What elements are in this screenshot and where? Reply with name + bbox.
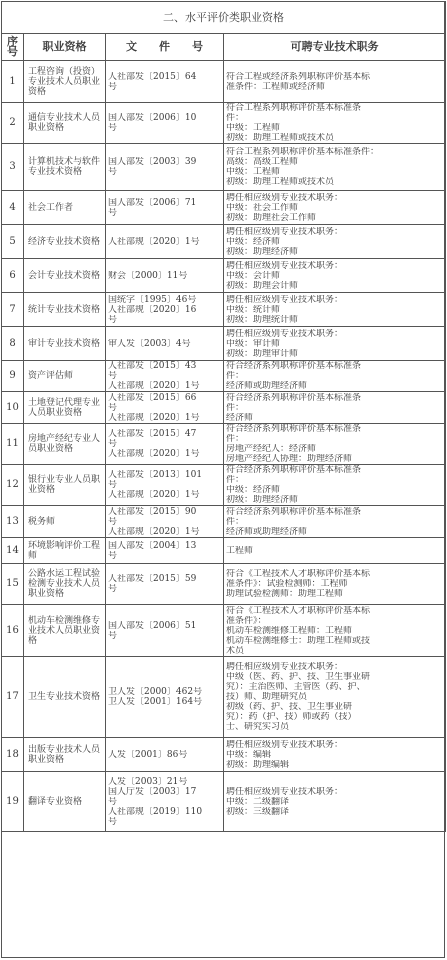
table-row xyxy=(2,538,446,564)
position-line: 中级：审计师 xyxy=(226,338,281,349)
position-line: 工程师 xyxy=(226,545,254,556)
position-line: 符合工程系列职称评价基本标准条件： xyxy=(226,147,380,157)
position-line: 机动车检测维修士：助理工程师或技 xyxy=(226,635,371,646)
position-line: 中级：工程师 xyxy=(226,167,281,177)
header-document: 文 件 号 xyxy=(106,34,224,61)
position-line: 聘任相应级别专业技术职务： xyxy=(226,739,344,750)
position-line: 经济师 xyxy=(226,412,254,423)
row-index: 6 xyxy=(2,259,24,293)
document-number-cell xyxy=(106,225,224,259)
document-number-line: 号 xyxy=(108,480,118,490)
positions-cell xyxy=(224,738,446,772)
table-row xyxy=(2,191,446,225)
qualification-name xyxy=(24,327,106,361)
position-line: 房地产经纪人：经济师 xyxy=(226,444,317,454)
table-row xyxy=(2,738,446,772)
section-title-row xyxy=(2,2,446,34)
header-qualification: 职业资格 xyxy=(24,34,106,61)
row-index: 16 xyxy=(2,605,24,657)
positions-cell xyxy=(224,103,446,144)
document-number-line: 号 xyxy=(108,584,118,594)
document-number-cell xyxy=(106,361,224,392)
position-line: 符合经济系列职称评价基本标准条 xyxy=(226,361,362,371)
position-line: 件： xyxy=(226,516,245,527)
position-line: 符合经济系列职称评价基本标准条 xyxy=(226,424,362,434)
qualification-name xyxy=(24,392,106,424)
document-number-line: 号 xyxy=(108,439,118,449)
document-number-line: 号 xyxy=(108,816,118,827)
document-number-line: 号 xyxy=(108,371,118,381)
qualification-name xyxy=(24,361,106,392)
position-line: 助理试验检测师：助理工程师 xyxy=(226,589,344,599)
positions-cell xyxy=(224,564,446,605)
position-line: 技）师、助理研究员 xyxy=(226,692,308,702)
document-number-line: 国人部发〔2006〕51 xyxy=(108,620,197,631)
document-number-line: 号 xyxy=(108,314,118,325)
qualification-name-text: 卫生专业技术资格 xyxy=(28,692,101,702)
document-number-line: 人社部发〔2015〕64 xyxy=(108,71,197,82)
document-number-line: 人社部发〔2015〕90 xyxy=(108,506,197,517)
table-row xyxy=(2,605,446,657)
position-line: 中级：统计师 xyxy=(226,304,281,315)
qualification-name xyxy=(24,465,106,506)
position-line: 初级：助理工程师或技术员 xyxy=(226,133,335,143)
row-index: 10 xyxy=(2,392,24,424)
qualification-name xyxy=(24,657,106,738)
document-number-cell xyxy=(106,61,224,103)
positions-cell xyxy=(224,424,446,465)
position-line: 准条件：工程师或经济师 xyxy=(226,81,326,92)
document-number-line: 人社部发〔2015〕43 xyxy=(108,361,197,371)
qualification-name-text: 统计专业技术资格 xyxy=(28,304,101,315)
table-row xyxy=(2,424,446,465)
header-row xyxy=(2,34,446,61)
table-row xyxy=(2,225,446,259)
position-line: 准条件》：试验检测师：工程师 xyxy=(226,579,348,589)
document-number-line: 人社部发〔2015〕66 xyxy=(108,392,197,403)
row-index: 19 xyxy=(2,772,24,832)
positions-cell xyxy=(224,327,446,361)
document-number-cell xyxy=(106,657,224,738)
qualification-name xyxy=(24,259,106,293)
table-row xyxy=(2,564,446,605)
qualification-name-text: 工程咨询（投资）专业技术人员职业资格 xyxy=(28,66,101,97)
table-row xyxy=(2,361,446,392)
position-line: 聘任相应级别专业技术职务： xyxy=(226,192,344,203)
document-number-line: 号 xyxy=(108,550,118,561)
qualification-name-text: 机动车检测维修专业技术人员职业资格 xyxy=(28,615,101,646)
row-index: 15 xyxy=(2,564,24,605)
qualification-name-text: 银行业专业人员职业资格 xyxy=(28,475,101,495)
position-line: 中级：会计师 xyxy=(226,270,281,281)
row-index: 1 xyxy=(2,61,24,103)
table-row xyxy=(2,144,446,191)
row-index: 8 xyxy=(2,327,24,361)
document-number-line: 人社部规〔2020〕16 xyxy=(108,304,197,315)
document-number-cell xyxy=(106,424,224,465)
position-line: 房地产经纪人协理：助理经济师 xyxy=(226,454,353,464)
document-number-cell xyxy=(106,191,224,225)
row-index: 3 xyxy=(2,144,24,191)
position-line: 士、研究实习员 xyxy=(226,722,290,732)
positions-cell xyxy=(224,605,446,657)
row-index: 11 xyxy=(2,424,24,465)
position-line: 初级：助理会计师 xyxy=(226,280,299,291)
row-index: 13 xyxy=(2,506,24,538)
qualification-name-text: 经济专业技术资格 xyxy=(28,236,101,247)
position-line: 中级：二级翻译 xyxy=(226,796,290,807)
qualification-name-text: 会计专业技术资格 xyxy=(28,270,101,281)
position-line: 经济师或助理经济师 xyxy=(226,381,308,391)
qualification-name xyxy=(24,144,106,191)
table-row xyxy=(2,465,446,506)
position-line: 件： xyxy=(226,113,245,123)
document-number-cell xyxy=(106,392,224,424)
row-index: 17 xyxy=(2,657,24,738)
position-line: 术员 xyxy=(226,645,245,656)
position-line: 经济师或助理经济师 xyxy=(226,526,308,537)
position-line: 中级：工程师 xyxy=(226,123,281,133)
position-line: 究）：主治医师、主管医（药、护、 xyxy=(226,682,366,692)
document-number-line: 人社部规〔2020〕1号 xyxy=(108,449,200,459)
position-line: 件： xyxy=(226,371,245,381)
row-index: 5 xyxy=(2,225,24,259)
position-line: 初级：助理工程师或技术员 xyxy=(226,177,335,187)
document-number-line: 国人部发〔2003〕39 xyxy=(108,157,197,167)
document-number-line: 国人厅发〔2003〕17 xyxy=(108,786,197,797)
qualification-name-text: 翻译专业资格 xyxy=(28,796,83,807)
qualification-name-text: 土地登记代理专业人员职业资格 xyxy=(28,397,101,418)
document-number-line: 卫人发〔2000〕462号 xyxy=(108,687,203,697)
document-number-line: 财会〔2000〕11号 xyxy=(108,270,188,281)
qualification-name xyxy=(24,738,106,772)
table-row xyxy=(2,103,446,144)
document-number-cell xyxy=(106,738,224,772)
position-line: 准条件》： xyxy=(226,615,267,626)
positions-cell xyxy=(224,259,446,293)
header-positions: 可聘专业技术职务 xyxy=(224,34,446,61)
position-line: 聘任相应级别专业技术职务： xyxy=(226,328,344,339)
document-number-line: 卫人发〔2001〕164号 xyxy=(108,697,203,707)
document-number-cell xyxy=(106,327,224,361)
position-line: 符合《工程技术人才职称评价基本标 xyxy=(226,569,371,579)
position-line: 中级：编辑 xyxy=(226,749,272,760)
document-number-cell xyxy=(106,144,224,191)
document-number-line: 号 xyxy=(108,123,118,133)
document-number-line: 国统字〔1995〕46号 xyxy=(108,294,197,305)
document-number-line: 人社部规〔2020〕1号 xyxy=(108,490,200,500)
document-number-line: 号 xyxy=(108,402,118,413)
qualification-name-text: 税务师 xyxy=(28,516,56,527)
document-number-line: 人发〔2001〕86号 xyxy=(108,749,188,760)
qualification-name-text: 计算机技术与软件专业技术资格 xyxy=(28,157,101,177)
document-number-line: 人社部规〔2020〕1号 xyxy=(108,236,200,247)
qualification-name xyxy=(24,61,106,103)
row-index: 12 xyxy=(2,465,24,506)
document-number-line: 人社部规〔2020〕1号 xyxy=(108,526,200,537)
qualification-name-text: 资产评估师 xyxy=(28,371,74,381)
table-row xyxy=(2,293,446,327)
qualification-name xyxy=(24,191,106,225)
document-number-line: 人社部发〔2013〕101 xyxy=(108,470,203,480)
positions-cell xyxy=(224,465,446,506)
position-line: 中级（医、药、护、技、卫生事业研 xyxy=(226,672,371,682)
document-number-line: 号 xyxy=(108,516,118,527)
positions-cell xyxy=(224,361,446,392)
document-number-cell xyxy=(106,538,224,564)
document-number-cell xyxy=(106,293,224,327)
document-number-line: 国人部发〔2006〕71 xyxy=(108,197,197,208)
qualification-name-text: 通信专业技术人员职业资格 xyxy=(28,113,101,133)
position-line: 中级：社会工作师 xyxy=(226,202,299,213)
position-line: 符合工程或经济系列职称评价基本标 xyxy=(226,71,371,82)
table-row xyxy=(2,772,446,832)
row-index: 14 xyxy=(2,538,24,564)
row-index: 18 xyxy=(2,738,24,772)
document-number-line: 人社部发〔2015〕47 xyxy=(108,429,197,439)
position-line: 符合经济系列职称评价基本标准条 xyxy=(226,506,362,517)
positions-cell xyxy=(224,225,446,259)
position-line: 初级：助理社会工作师 xyxy=(226,212,317,223)
positions-cell xyxy=(224,657,446,738)
position-line: 初级：助理统计师 xyxy=(226,314,299,325)
qualification-name xyxy=(24,772,106,832)
qualification-name xyxy=(24,538,106,564)
qualification-name xyxy=(24,293,106,327)
qualification-name xyxy=(24,605,106,657)
document-number-line: 号 xyxy=(108,630,118,641)
position-line: 初级：助理审计师 xyxy=(226,348,299,359)
position-line: 聘任相应级别专业技术职务： xyxy=(226,662,344,672)
position-line: 初级（药、护、技、卫生事业研 xyxy=(226,702,353,712)
row-index: 2 xyxy=(2,103,24,144)
document-number-line: 人社部规〔2020〕1号 xyxy=(108,412,200,423)
document-number-cell xyxy=(106,564,224,605)
table-row xyxy=(2,506,446,538)
qualification-name-text: 公路水运工程试验检测专业技术人员职业资格 xyxy=(28,569,101,599)
qualification-name xyxy=(24,103,106,144)
positions-cell xyxy=(224,772,446,832)
table-row xyxy=(2,327,446,361)
positions-cell xyxy=(224,61,446,103)
position-line: 符合经济系列职称评价基本标准条 xyxy=(226,392,362,403)
positions-cell xyxy=(224,144,446,191)
qualification-name-text: 审计专业技术资格 xyxy=(28,338,101,349)
positions-cell xyxy=(224,293,446,327)
position-line: 初级：助理编辑 xyxy=(226,759,290,770)
document-number-line: 国人部发〔2004〕13 xyxy=(108,540,197,551)
qualification-table xyxy=(1,1,446,832)
table-row xyxy=(2,259,446,293)
document-number-line: 人社部发〔2015〕59 xyxy=(108,574,197,584)
table-row xyxy=(2,61,446,103)
position-line: 究）：药（护、技）师或药（技） xyxy=(226,712,357,722)
qualification-name-text: 出版专业技术人员职业资格 xyxy=(28,744,101,765)
position-line: 中级：经济师 xyxy=(226,485,281,495)
positions-cell xyxy=(224,538,446,564)
position-line: 初级：助理经济师 xyxy=(226,246,299,257)
qualification-name-text: 环境影响评价工程师 xyxy=(28,540,101,561)
position-line: 聘任相应级别专业技术职务： xyxy=(226,786,344,797)
document-number-line: 号 xyxy=(108,207,118,218)
table-row xyxy=(2,392,446,424)
position-line: 件： xyxy=(226,434,245,444)
position-line: 件： xyxy=(226,475,245,485)
header-index: 序号 xyxy=(2,34,24,61)
document-number-cell xyxy=(106,465,224,506)
position-line: 聘任相应级别专业技术职务： xyxy=(226,294,344,305)
position-line: 高级：高级工程师 xyxy=(226,157,299,167)
position-line: 中级：经济师 xyxy=(226,236,281,247)
row-index: 7 xyxy=(2,293,24,327)
document-number-line: 号 xyxy=(108,167,118,177)
qualification-name xyxy=(24,424,106,465)
qualification-name xyxy=(24,564,106,605)
section-title: 二、水平评价类职业资格 xyxy=(2,2,446,34)
qualification-name xyxy=(24,506,106,538)
positions-cell xyxy=(224,392,446,424)
row-index: 9 xyxy=(2,361,24,392)
document-number-cell xyxy=(106,103,224,144)
position-line: 符合工程系列职称评价基本标准条 xyxy=(226,103,362,113)
position-line: 符合经济系列职称评价基本标准条 xyxy=(226,465,362,475)
position-line: 聘任相应级别专业技术职务： xyxy=(226,260,344,271)
position-line: 聘任相应级别专业技术职务： xyxy=(226,226,344,237)
qualification-name-text: 房地产经纪专业人员职业资格 xyxy=(28,434,101,454)
document-number-line: 号 xyxy=(108,81,118,92)
qualification-name-text: 社会工作者 xyxy=(28,202,74,213)
document-number-line: 人社部规〔2019〕110 xyxy=(108,806,203,817)
positions-cell xyxy=(224,506,446,538)
position-line: 符合《工程技术人才职称评价基本标 xyxy=(226,605,371,616)
document-number-cell xyxy=(106,605,224,657)
positions-cell xyxy=(224,191,446,225)
document-number-line: 国人部发〔2006〕10 xyxy=(108,113,197,123)
position-line: 机动车检测维修工程师：工程师 xyxy=(226,625,353,636)
position-line: 初级：三级翻译 xyxy=(226,806,290,817)
table-row xyxy=(2,657,446,738)
qualification-name xyxy=(24,225,106,259)
position-line: 件： xyxy=(226,402,245,413)
document-number-cell xyxy=(106,259,224,293)
document-number-line: 号 xyxy=(108,796,118,807)
document-number-cell xyxy=(106,506,224,538)
document-number-line: 审人发〔2003〕4号 xyxy=(108,338,191,349)
position-line: 初级：助理经济师 xyxy=(226,495,299,505)
document-number-line: 人发〔2003〕21号 xyxy=(108,776,188,787)
document-number-cell xyxy=(106,772,224,832)
document-number-line: 人社部规〔2020〕1号 xyxy=(108,381,200,391)
row-index: 4 xyxy=(2,191,24,225)
